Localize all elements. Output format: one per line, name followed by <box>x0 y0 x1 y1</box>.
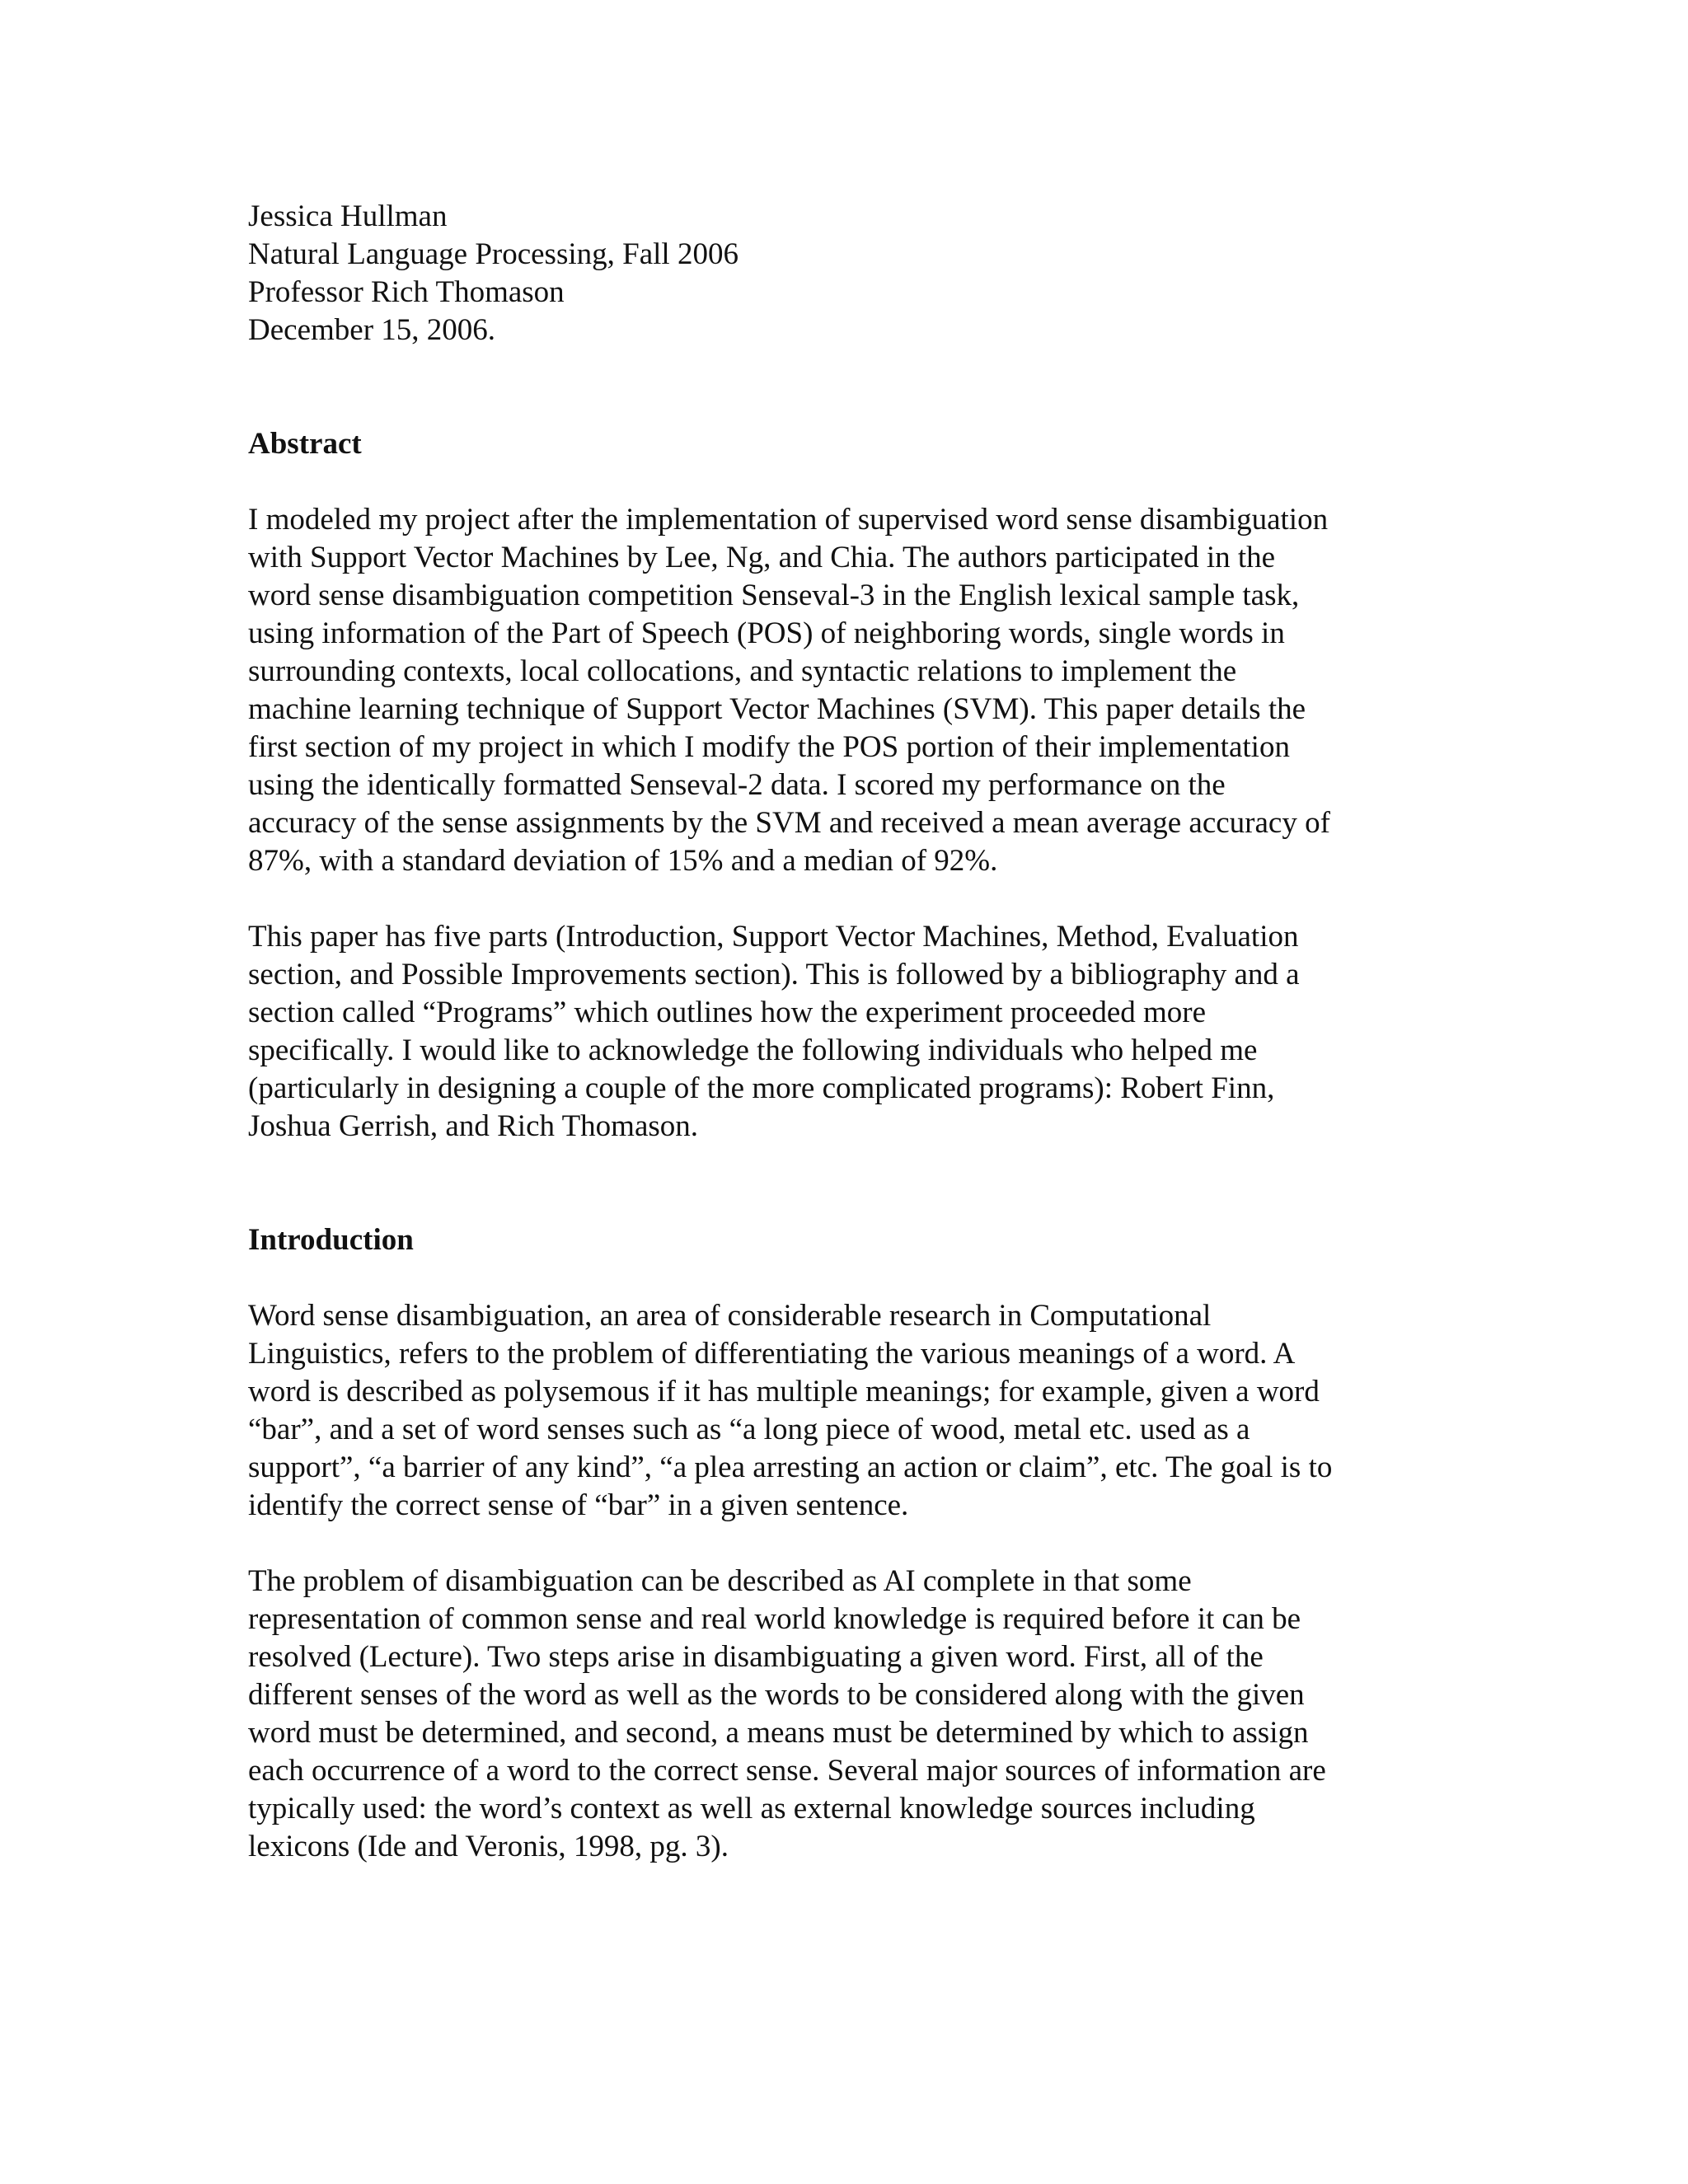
text-line: surrounding contexts, local collocations, and syntactic relations to implement the <box>248 654 1237 688</box>
text-line: word must be determined, and second, a means must be determined by which to assign <box>248 1716 1309 1750</box>
text-line: support”, “a barrier of any kind”, “a plea arresting an action or claim”, etc. The goal is to <box>248 1451 1333 1484</box>
text-line: The problem of disambiguation can be described as AI complete in that some <box>248 1564 1192 1598</box>
text-line: 87%, with a standard deviation of 15% and a median of 92%. <box>248 844 998 878</box>
text-line: representation of common sense and real world knowledge is required before it can be <box>248 1602 1301 1636</box>
abstract-paragraph-1 <box>248 501 1451 880</box>
introduction-paragraph-2 <box>248 1563 1451 1866</box>
text-line: Joshua Gerrish, and Rich Thomason. <box>248 1109 699 1143</box>
course-name: Natural Language Processing, Fall 2006 <box>248 237 738 271</box>
text-line: word sense disambiguation competition Senseval-3 in the English lexical sample task, <box>248 579 1300 612</box>
spacer <box>248 349 1451 425</box>
text-line: section, and Possible Improvements section). This is followed by a bibliography and a <box>248 958 1300 991</box>
text-line: using information of the Part of Speech (POS) of neighboring words, single words in <box>248 616 1285 650</box>
text-line: Word sense disambiguation, an area of considerable research in Computational <box>248 1299 1212 1333</box>
text-line: specifically. I would like to acknowledge the following individuals who helped me <box>248 1033 1258 1067</box>
text-line: identify the correct sense of “bar” in a given sentence. <box>248 1488 909 1522</box>
text-line: accuracy of the sense assignments by the SVM and received a mean average accuracy of <box>248 806 1330 840</box>
abstract-heading: Abstract <box>248 427 362 461</box>
text-line: This paper has five parts (Introduction, Support Vector Machines, Method, Evaluation <box>248 920 1299 954</box>
text-line: Linguistics, refers to the problem of differentiating the various meanings of a word. A <box>248 1337 1296 1371</box>
text-line: machine learning technique of Support Vector Machines (SVM). This paper details the <box>248 692 1306 726</box>
spacer <box>248 880 1451 918</box>
text-line: “bar”, and a set of word senses such as “a long piece of wood, metal etc. used as a <box>248 1413 1250 1446</box>
professor-name: Professor Rich Thomason <box>248 275 565 309</box>
text-line: typically used: the word’s context as well as external knowledge sources including <box>248 1792 1255 1825</box>
text-line: (particularly in designing a couple of the more complicated programs): Robert Finn, <box>248 1071 1275 1105</box>
text-line: I modeled my project after the implementation of supervised word sense disambiguation <box>248 503 1329 537</box>
document-date: December 15, 2006. <box>248 313 496 347</box>
text-line: section called “Programs” which outlines how the experiment proceeded more <box>248 996 1207 1029</box>
text-line: first section of my project in which I modify the POS portion of their implementation <box>248 730 1290 764</box>
author-header <box>248 198 1451 349</box>
spacer <box>248 463 1451 501</box>
author-name: Jessica Hullman <box>248 199 448 233</box>
text-line: with Support Vector Machines by Lee, Ng, and Chia. The authors participated in the <box>248 541 1276 574</box>
text-line: word is described as polysemous if it has multiple meanings; for example, given a word <box>248 1375 1320 1408</box>
spacer <box>248 1259 1451 1297</box>
introduction-heading: Introduction <box>248 1223 414 1257</box>
introduction-paragraph-1 <box>248 1297 1451 1525</box>
introduction-section <box>248 1221 1451 1866</box>
spacer <box>248 1146 1451 1221</box>
text-line: lexicons (Ide and Veronis, 1998, pg. 3). <box>248 1830 729 1863</box>
abstract-section <box>248 425 1451 1146</box>
text-line: different senses of the word as well as the words to be considered along with the given <box>248 1678 1305 1712</box>
page-content <box>248 198 1451 1866</box>
text-line: using the identically formatted Senseval-2 data. I scored my performance on the <box>248 768 1226 802</box>
spacer <box>248 1525 1451 1563</box>
text-line: resolved (Lecture). Two steps arise in disambiguating a given word. First, all of the <box>248 1640 1264 1674</box>
text-line: each occurrence of a word to the correct sense. Several major sources of information are <box>248 1754 1326 1788</box>
abstract-paragraph-2 <box>248 918 1451 1146</box>
